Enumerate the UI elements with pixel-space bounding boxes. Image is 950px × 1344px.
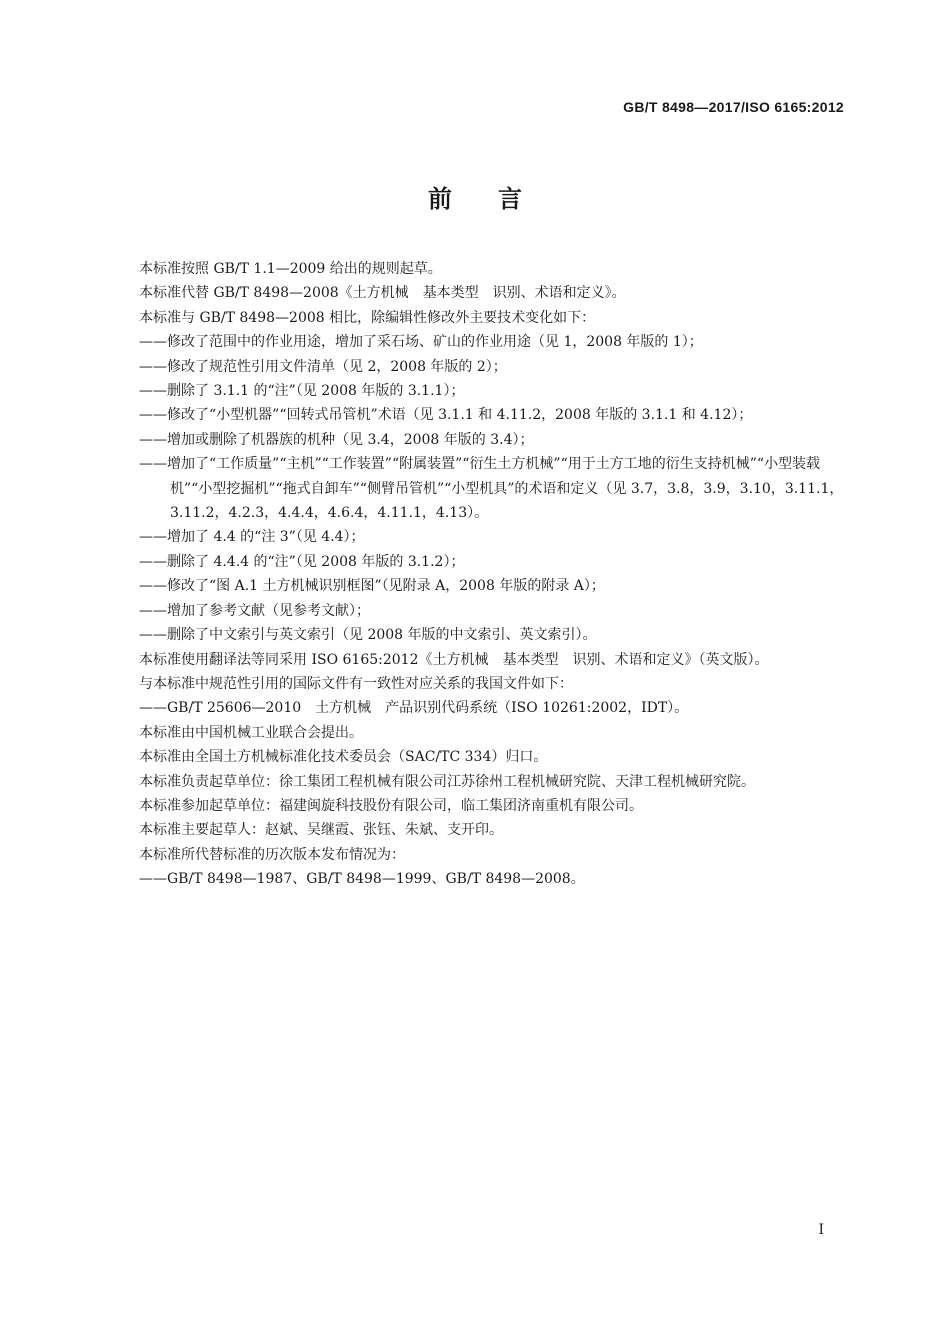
paragraph-replaces: 本标准代替 GB/T 8498—2008《土方机械 基本类型 识别、术语和定义》。 (139, 285, 626, 302)
paragraph-drafting-unit: 本标准负责起草单位：徐工集团工程机械有限公司江苏徐州工程机械研究院、天津工程机械研究院。 (139, 773, 755, 790)
previous-edition-item: ——GB/T 8498—1987、GB/T 8498—1999、GB/T 8498—2008。 (139, 871, 585, 888)
paragraph-centralized-by: 本标准由全国土方机械标准化技术委员会（SAC/TC 334）归口。 (139, 749, 548, 766)
change-item: ——增加了“工作质量”“主机”“工作装置”“附属装置”“衍生土方机械”“用于土方工地的衍生支持机械”“小型装载机”“小型挖掘机”“拖式自卸车”“侧臂吊管机”“小型机具”的术语和定义（见 3.7，3.8，3.9，3.10，3.11.1，3.11.2，4.2.3，4.4.4，4.6.4，4.11.1，4.13）。 (139, 456, 844, 522)
paragraph-proposed-by: 本标准由中国机械工业联合会提出。 (139, 724, 363, 741)
standard-code-header: GB/T 8498—2017/ISO 6165:2012 (623, 99, 844, 115)
change-item: ——修改了范围中的作业用途，增加了采石场、矿山的作业用途（见 1，2008 年版的 1）； (139, 334, 703, 351)
change-item: ——修改了“小型机器”“回转式吊管机”术语（见 3.1.1 和 4.11.2，2008 年版的 3.1.1 和 4.12）； (139, 407, 753, 424)
paragraph-translation-method: 本标准使用翻译法等同采用 ISO 6165:2012《土方机械 基本类型 识别、术语和定义》（英文版）。 (139, 651, 769, 668)
paragraph-drafting-rules: 本标准按照 GB/T 1.1—2009 给出的规则起草。 (139, 261, 442, 277)
change-item: ——删除了 3.1.1 的“注”（见 2008 年版的 3.1.1）； (139, 383, 465, 400)
paragraph-changes-intro: 本标准与 GB/T 8498—2008 相比，除编辑性修改外主要技术变化如下： (139, 309, 596, 326)
change-item: ——增加或删除了机器族的机种（见 3.4，2008 年版的 3.4）； (139, 431, 534, 448)
change-item: ——删除了中文索引与英文索引（见 2008 年版的中文索引、英文索引）。 (139, 627, 597, 644)
corresponding-doc-item: ——GB/T 25606—2010 土方机械 产品识别代码系统（ISO 10261:2002，IDT）。 (139, 700, 689, 717)
page-title: 前言 (428, 185, 568, 213)
page-number: I (818, 1222, 824, 1238)
change-item: ——增加了参考文献（见参考文献）； (139, 602, 370, 619)
change-item: ——修改了“图 A.1 土方机械识别框图”（见附录 A，2008 年版的附录 A）； (139, 578, 605, 595)
change-item: ——删除了 4.4.4 的“注”（见 2008 年版的 3.1.2）； (139, 553, 465, 570)
paragraph-previous-editions: 本标准所代替标准的历次版本发布情况为： (139, 846, 405, 863)
paragraph-drafters: 本标准主要起草人：赵斌、吴继霞、张钰、朱斌、支开印。 (139, 822, 503, 839)
change-item: ——增加了 4.4 的“注 3”（见 4.4）； (139, 529, 365, 546)
paragraph-participating-units: 本标准参加起草单位：福建闽旋科技股份有限公司，临工集团济南重机有限公司。 (139, 797, 643, 814)
paragraph-corresponding-docs: 与本标准中规范性引用的国际文件有一致性对应关系的我国文件如下： (139, 675, 573, 692)
foreword-body (108, 257, 846, 892)
change-item: ——修改了规范性引用文件清单（见 2，2008 年版的 2）； (139, 358, 507, 375)
